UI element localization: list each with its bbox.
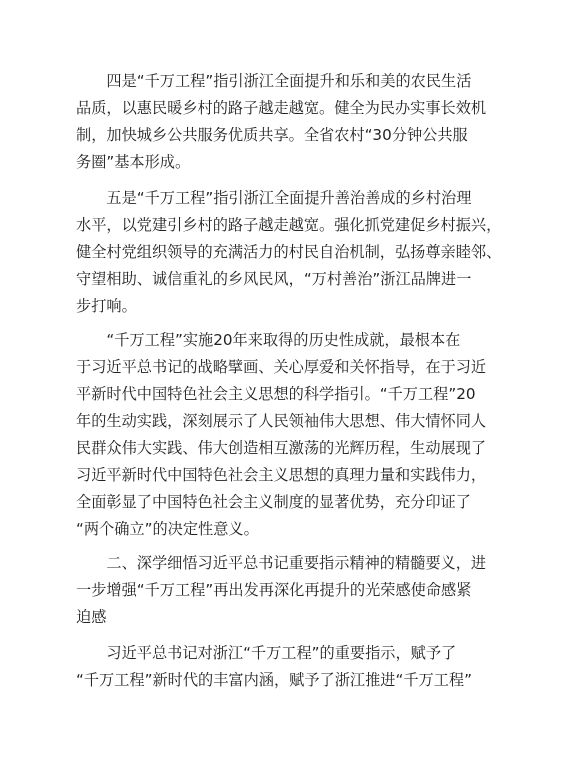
text-line: 二、深学细悟习近平总书记重要指示精神的精髓要义，进: [76, 554, 487, 572]
text-line: 习近平总书记对浙江“千万工程”的重要指示，赋予了: [76, 644, 457, 662]
section-heading-two: [76, 550, 516, 631]
paragraph-point-four: [76, 68, 516, 176]
text-line: 务圈”基本形成。: [76, 153, 191, 171]
text-line: 年的生动实践，深刻展示了人民领袖伟大思想、伟大情怀同人: [76, 412, 487, 430]
text-line: 五是“千万工程”指引浙江全面提升善治善成的乡村治理: [76, 189, 472, 207]
text-line: 迫感: [76, 608, 107, 626]
text-line: 品质，以惠民暖乡村的路子越走越宽。健全为民办实事长效机: [76, 99, 487, 117]
text-line: “千万工程”实施20年来取得的历史性成就，最根本在: [76, 331, 461, 349]
paragraph-point-five: [76, 185, 516, 320]
paragraph-instructions: [76, 640, 516, 694]
text-line: 于习近平总书记的战略擘画、关心厚爱和关怀指导，在于习近: [76, 358, 487, 376]
text-line: “千万工程”新时代的丰富内涵，赋予了浙江推进“千万工程”: [76, 671, 472, 689]
text-line: 守望相助、诚信重礼的乡风民风，“万村善治”浙江品牌进一: [76, 270, 472, 288]
text-line: 健全村党组织领导的充满活力的村民自治机制，弘扬尊亲睦邻、: [76, 243, 502, 261]
text-line: 制，加快城乡公共服务优质共享。全省农村“30分钟公共服: [76, 126, 468, 144]
text-line: “两个确立”的决定性意义。: [76, 520, 259, 538]
text-line: 民群众伟大实践、伟大创造相互激荡的光辉历程，生动展现了: [76, 439, 487, 457]
text-line: 四是“千万工程”指引浙江全面提升和乐和美的农民生活: [76, 72, 472, 90]
text-line: 步打响。: [76, 297, 137, 315]
paragraph-summary: [76, 327, 516, 543]
text-line: 水平，以党建引乡村的路子越走越宽。强化抓党建促乡村振兴，: [76, 216, 502, 234]
text-line: 平新时代中国特色社会主义思想的科学指引。“千万工程”20: [76, 385, 476, 403]
text-line: 一步增强“千万工程”再出发再深化再提升的光荣感使命感紧: [76, 581, 472, 599]
text-line: 全面彰显了中国特色社会主义制度的显著优势，充分印证了: [76, 493, 471, 511]
text-line: 习近平新时代中国特色社会主义思想的真理力量和实践伟力，: [76, 466, 487, 484]
